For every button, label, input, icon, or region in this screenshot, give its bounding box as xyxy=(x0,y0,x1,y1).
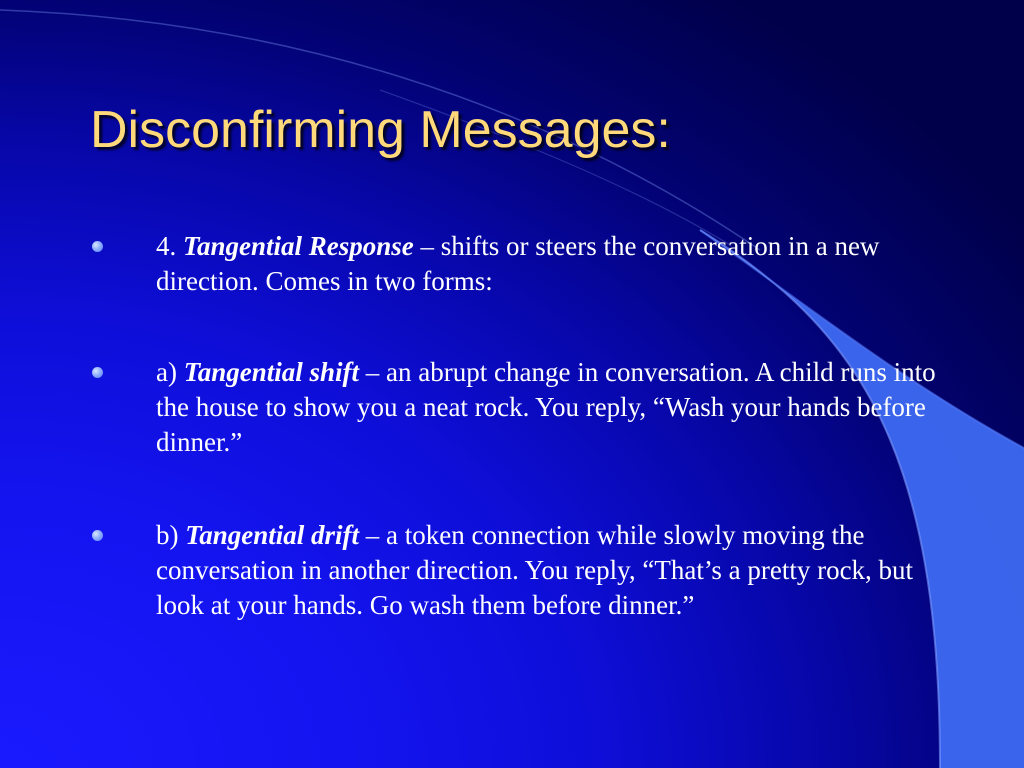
bullet-tangential-shift xyxy=(156,355,956,460)
slide-title: Disconfirming Messages: xyxy=(90,101,671,159)
bullet-prefix: 4. xyxy=(156,231,183,261)
swoosh-highlight xyxy=(700,230,940,768)
bullet-dot-icon xyxy=(92,530,103,541)
bullet-prefix: b) xyxy=(156,520,186,550)
bullet-prefix: a) xyxy=(156,357,184,387)
swoosh-fill xyxy=(700,230,1024,768)
bullet-text: – an abrupt change in conversation. A child runs into the house to show you a neat rock. You reply, “Wash your hands before dinner.” xyxy=(156,357,936,457)
bullet-text: – shifts or steers the conversation in a new direction. Comes in two forms: xyxy=(156,231,880,296)
bullet-term: Tangential drift xyxy=(185,520,360,550)
bullet-dot-icon xyxy=(92,367,103,378)
bullet-tangential-response xyxy=(156,229,956,299)
bullet-tangential-drift xyxy=(156,518,956,623)
bullet-dot-icon xyxy=(92,241,103,252)
bullet-term: Tangential shift xyxy=(183,357,360,387)
bullet-text: – a token connection while slowly moving the conversation in another direction. You reply, “That’s a pretty rock, but look at your hands. Go wash them before dinner.” xyxy=(156,520,914,620)
bullet-term: Tangential Response xyxy=(183,231,414,261)
